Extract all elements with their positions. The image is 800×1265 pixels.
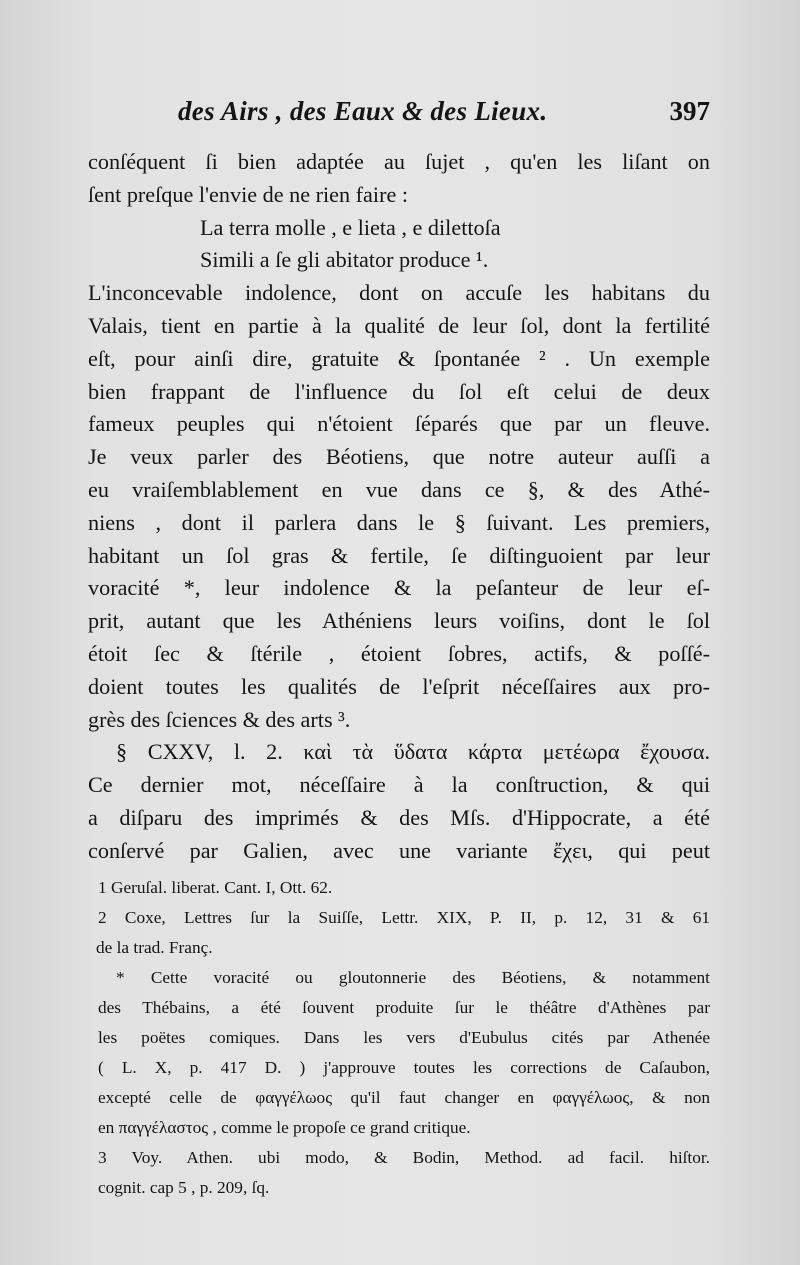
- footnote-line: excepté celle de φαγγέλωος qu'il faut changer en φαγγέλωος, & non: [98, 1088, 710, 1107]
- text-line: niens , dont il parlera dans le § ſuivant. Les premiers,: [88, 509, 710, 535]
- footnote-line: des Thébains, a été ſouvent produite ſur le théâtre d'Athènes par: [98, 998, 710, 1017]
- verse-line: Simili a ſe gli abitator produce ¹.: [200, 247, 489, 273]
- text-line: L'inconcevable indolence, dont on accuſe les habitans du: [88, 280, 710, 306]
- main-text: [88, 146, 710, 868]
- text-line: Je veux parler des Béotiens, que notre auteur auſſi a: [88, 444, 710, 470]
- text-line: Ce dernier mot, néceſſaire à la conſtruction, & qui: [88, 772, 710, 798]
- text-line: voracité *, leur indolence & la peſanteur de leur eſ-: [88, 575, 710, 601]
- footnote-line: 1 Geruſal. liberat. Cant. I, Ott. 62.: [98, 878, 333, 897]
- text-line: grès des ſciences & des arts ³.: [88, 706, 351, 732]
- text-line: Valais, tient en partie à la qualité de leur ſol, dont la fertilité: [88, 312, 710, 338]
- text-line: bien frappant de l'influence du ſol eſt celui de deux: [88, 378, 710, 404]
- text-line: conſervé par Galien, avec une variante ἔχει, qui peut: [88, 837, 710, 863]
- section-reference-line: § CXXV, l. 2. καὶ τὰ ὕδατα κάρτα μετέωρα ἔχουσα.: [116, 739, 710, 765]
- text-line: eſt, pour ainſi dire, gratuite & ſpontanée ² . Un exemple: [88, 345, 710, 371]
- page-number: 397: [669, 96, 710, 126]
- footnote-line: 3 Voy. Athen. ubi modo, & Bodin, Method. ad facil. hiſtor.: [98, 1148, 710, 1167]
- footnotes: [98, 873, 710, 1203]
- footnote-line: * Cette voracité ou gloutonnerie des Béotiens, & notamment: [116, 968, 710, 987]
- footnote-line: les poëtes comiques. Dans les vers d'Eubulus cités par Athenée: [98, 1028, 710, 1047]
- footnote-line: ( L. X, p. 417 D. ) j'approuve toutes les corrections de Caſaubon,: [98, 1058, 710, 1077]
- text-line: a diſparu des imprimés & des Mſs. d'Hippocrate, a été: [88, 804, 710, 830]
- text-line: étoit ſec & ſtérile , étoient ſobres, actifs, & poſſé-: [88, 640, 710, 666]
- footnote-line: de la trad. Franç.: [96, 938, 213, 957]
- text-line: fameux peuples qui n'étoient ſéparés que par un fleuve.: [88, 411, 710, 437]
- text-line: doient toutes les qualités de l'eſprit néceſſaires aux pro-: [88, 673, 710, 699]
- text-line: ſent preſque l'envie de ne rien faire :: [88, 181, 409, 207]
- text-line: conſéquent ſi bien adaptée au ſujet , qu'en les liſant on: [88, 149, 710, 174]
- text-line: habitant un ſol gras & fertile, ſe diſtinguoient par leur: [88, 542, 710, 568]
- text-line: eu vraiſemblablement en vue dans ce §, & des Athé-: [88, 476, 710, 502]
- footnote-line: 2 Coxe, Lettres ſur la Suiſſe, Lettr. XIX, P. II, p. 12, 31 & 61: [98, 908, 710, 927]
- page-header: [170, 96, 710, 136]
- running-title: des Airs , des Eaux & des Lieux.: [178, 96, 548, 126]
- text-line: prit, autant que les Athéniens leurs voiſins, dont le ſol: [88, 608, 710, 634]
- footnote-line: cognit. cap 5 , p. 209, ſq.: [98, 1178, 270, 1197]
- verse-line: La terra molle , e lieta , e dilettoſa: [200, 214, 501, 240]
- footnote-line: en παγγέλαστος , comme le propoſe ce grand critique.: [98, 1118, 471, 1137]
